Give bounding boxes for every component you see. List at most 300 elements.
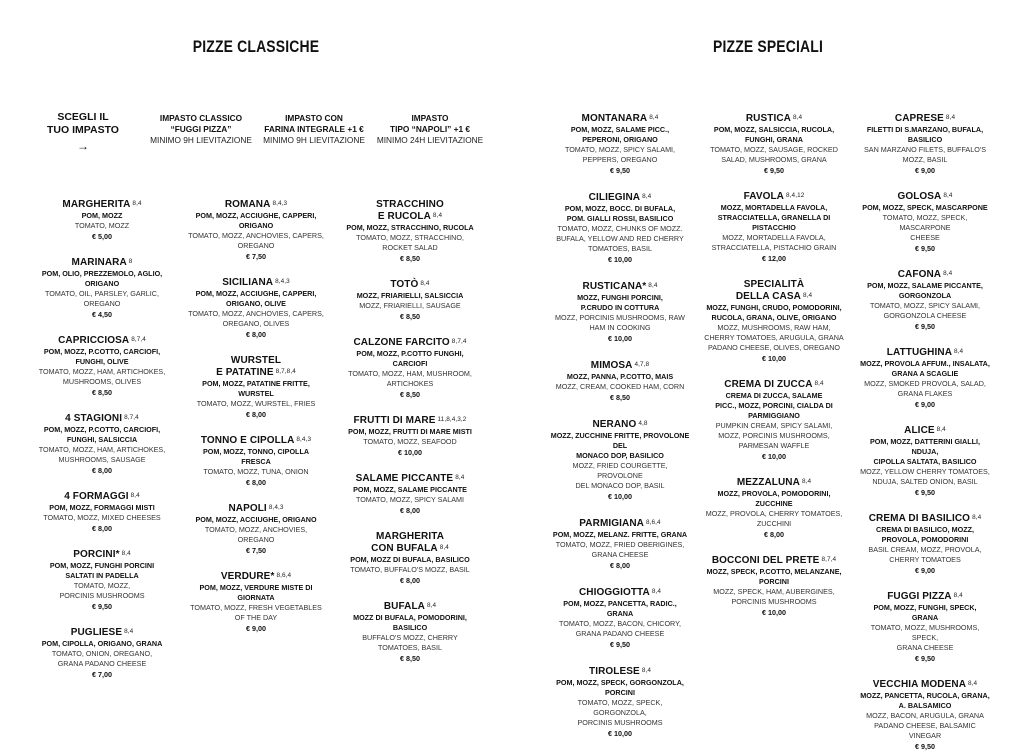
ingredients-en: GRANA CHEESE	[896, 643, 954, 652]
allergen-codes: 8,4	[641, 667, 651, 674]
ingredients-it: POM, MOZZ, FORMAGGI MISTI	[49, 503, 155, 512]
ingredients-en: OREGANO	[237, 241, 275, 250]
pizza-name-text: RUSTICANA*	[582, 281, 647, 292]
allergen-codes: 8,4,3	[272, 200, 288, 207]
menu-item	[550, 192, 690, 265]
dough-title: TIPO “NAPOLI” +1 €	[390, 124, 470, 134]
ingredients-it: MOZZ DI BUFALA, POMODORINI,	[353, 613, 467, 622]
ingredients-it: POM, MOZZ, P.COTTO, CARCIOFI,	[43, 347, 161, 356]
allergen-codes: 8,4	[954, 348, 964, 355]
ingredients-en: OREGANO	[83, 299, 121, 308]
pizza-name-text: PUGLIESE	[70, 627, 123, 638]
price: € 10,00	[762, 608, 786, 617]
allergen-codes: 8,6,4	[276, 572, 292, 579]
ingredients-it: WURSTEL	[238, 389, 274, 398]
pizza-name-text: GOLOSA	[897, 191, 942, 202]
ingredients-en: TOMATO, MOZZ,	[73, 581, 131, 590]
price: € 7,50	[246, 546, 266, 555]
allergen-codes: 8,4	[432, 212, 443, 219]
dough-integrale	[258, 113, 370, 146]
pizza-name-text: TOTÒ	[390, 279, 419, 290]
menu-item	[702, 379, 846, 462]
ingredients-it: MOZZ, ZUCCHINE FRITTE, PROVOLONE DEL	[550, 431, 690, 450]
pizza-name	[342, 211, 478, 223]
price: € 10,00	[608, 492, 632, 501]
allergen-codes: 8,4	[801, 478, 812, 485]
ingredients-it: BASILICO	[907, 135, 943, 144]
price: € 10,00	[398, 448, 422, 457]
menu-column-special-2	[702, 113, 846, 618]
ingredients-it: FUNGHI, OLIVE	[75, 357, 129, 366]
ingredients-it: CREMA DI ZUCCA, SALAME	[725, 391, 823, 400]
price: € 10,00	[762, 354, 786, 363]
price: € 9,50	[915, 244, 935, 253]
pizza-name-text: MARINARA	[71, 257, 127, 268]
ingredients-it: POM, MOZZ, P.COTTO FUNGHI,	[356, 349, 464, 358]
price: € 10,00	[608, 729, 632, 738]
menu-item	[34, 491, 170, 534]
pizza-name	[188, 503, 324, 515]
ingredients-it: FUNGHI, SALSICCIA	[66, 435, 138, 444]
ingredients-it: STRACCIATELLA, GRANELLA DI	[717, 213, 831, 222]
ingredients-en: ZUCCHINI	[756, 519, 792, 528]
price: € 9,00	[915, 566, 935, 575]
pizza-name	[702, 113, 846, 125]
allergen-codes: 8,7,8,4	[275, 368, 296, 375]
pizza-name-text: RUSTICA	[745, 113, 791, 124]
ingredients-en: GRANA CHEESE	[591, 550, 649, 559]
price: € 8,00	[246, 330, 266, 339]
pizza-name-text: CAFONA	[897, 269, 942, 280]
menu-item	[860, 113, 990, 176]
allergen-codes: 8,4	[420, 280, 430, 287]
pizza-name-text: TIROLESE	[589, 666, 640, 677]
price: € 8,00	[400, 576, 420, 585]
price: € 8,50	[400, 312, 420, 321]
ingredients-en: ARTICHOKES	[386, 379, 434, 388]
ingredients-it: FUNGHI, GRANA	[745, 135, 803, 144]
dough-classic	[146, 113, 256, 146]
pizza-name-text: CAPRESE	[894, 113, 944, 124]
menu-item	[342, 199, 478, 264]
pizza-name	[342, 279, 478, 291]
menu-item	[34, 413, 170, 476]
price: € 10,00	[608, 255, 632, 264]
price: € 8,00	[764, 530, 784, 539]
ingredients-it: POM, MOZZ, STRACCHINO, RUCOLA	[346, 223, 474, 232]
pizza-name	[860, 347, 990, 359]
ingredients-it: POM, MOZZ, ACCIUGHE, ORIGANO	[195, 515, 317, 524]
pizza-name-text: CAPRICCIOSA	[58, 335, 130, 346]
allergen-codes: 8,4	[648, 282, 658, 289]
ingredients-en: MOZZ, BACON, ARUGULA, GRANA	[866, 711, 984, 720]
pizza-name	[34, 257, 170, 269]
menu-column-classic-1	[34, 199, 170, 680]
ingredients-en: TOMATOES, BASIL	[588, 244, 652, 253]
ingredients-it: POM, MOZZ, SPECK, GORGONZOLA,	[556, 678, 684, 687]
ingredients-en: PADANO CHEESE, BALSAMIC VINEGAR	[874, 721, 976, 740]
ingredients-en: TOMATO, ONION, OREGANO,	[51, 649, 153, 658]
pizza-name-text: SALAME PICCANTE	[355, 473, 454, 484]
ingredients-en: TOMATO, MOZZ, MUSHROOMS, SPECK,	[870, 623, 980, 642]
price: € 8,50	[400, 654, 420, 663]
ingredients-it: PEPERONI, ORIGANO	[582, 135, 658, 144]
ingredients-en: TOMATO, MOZZ, SPICY SALAMI,	[869, 301, 981, 310]
menu-item	[860, 347, 990, 410]
pizza-name	[34, 491, 170, 503]
pizza-name	[702, 279, 846, 291]
ingredients-en: CHERRY TOMATOES	[889, 555, 961, 564]
dough-desc: MINIMO 9H LIEVITAZIONE	[263, 135, 365, 145]
price: € 12,00	[762, 254, 786, 263]
menu-item	[550, 587, 690, 650]
ingredients-en: PUMPKIN CREAM, SPICY SALAMI,	[715, 421, 833, 430]
ingredients-en: TOMATO, MOZZ, SAUSAGE, ROCKED	[710, 145, 838, 154]
allergen-codes: 8,4	[792, 114, 803, 121]
ingredients-en: STRACCIATELLA, PISTACHIO GRAIN	[711, 243, 837, 252]
pizza-name	[342, 531, 478, 543]
allergen-codes: 8,4	[936, 426, 946, 433]
menu-item	[860, 269, 990, 332]
ingredients-it: SALTATI IN PADELLA	[65, 571, 139, 580]
menu-item	[702, 113, 846, 176]
ingredients-en: OF THE DAY	[234, 613, 278, 622]
ingredients-it: GRANA A SCAGLIE	[891, 369, 959, 378]
ingredients-it: MOZZ, PANNA, P.COTTO, MAIS	[566, 372, 674, 381]
pizza-name	[188, 199, 324, 211]
pizza-name-text: DELLA CASA	[735, 291, 801, 302]
ingredients-it: POM, MOZZ, P.COTTO, CARCIOFI,	[43, 425, 161, 434]
allergen-codes: 8,4,12	[786, 192, 805, 199]
ingredients-it: POM, MOZZ, SALSICCIA, RUCOLA,	[713, 125, 835, 134]
price: € 9,00	[246, 624, 266, 633]
allergen-codes: 8,7,4	[821, 556, 837, 563]
price: € 8,00	[92, 466, 112, 475]
choose-line-2: TUO IMPASTO	[47, 124, 119, 136]
pizza-name-text: MIMOSA	[590, 360, 633, 371]
pizza-name-text: TONNO E CIPOLLA	[200, 435, 295, 446]
dough-title: IMPASTO CON	[285, 113, 343, 123]
pizza-name-text: SICILIANA	[222, 277, 274, 288]
pizza-name-text: FUGGI PIZZA	[887, 591, 952, 602]
menu-item	[34, 257, 170, 320]
ingredients-it: POM, MOZZ, SALAME PICCANTE,	[867, 281, 983, 290]
ingredients-it: POM, MOZZ, PATATINE FRITTE,	[202, 379, 310, 388]
ingredients-en: MOZZ, BASIL	[902, 155, 948, 164]
ingredients-en: TOMATO, MOZZ, HAM, MUSHROOM,	[348, 369, 472, 378]
ingredients-it: A. BALSAMICO	[898, 701, 952, 710]
pizza-name-text: CHIOGGIOTTA	[578, 587, 650, 598]
pizza-name	[342, 543, 478, 555]
ingredients-it: GORGONZOLA	[898, 291, 952, 300]
ingredients-en: TOMATO, MOZZ, HAM, ARTICHOKES,	[38, 367, 166, 376]
ingredients-it: MOZZ, PROVOLA AFFUM., INSALATA,	[860, 359, 990, 368]
menu-item	[860, 513, 990, 576]
price: € 9,50	[764, 166, 784, 175]
menu-column-special-3	[860, 113, 990, 752]
menu-item	[860, 591, 990, 664]
pizza-name-text: CALZONE FARCITO	[353, 337, 450, 348]
ingredients-en: TOMATO, MOZZ, WURSTEL, FRIES	[196, 399, 316, 408]
ingredients-it: POM, MOZZ, SALAME PICCANTE	[353, 485, 467, 494]
ingredients-en: MOZZ, PORCINIS MUSHROOMS,	[718, 431, 830, 440]
ingredients-it: ORIGANO	[84, 279, 120, 288]
pizza-name	[188, 367, 324, 379]
menu-item	[702, 279, 846, 364]
allergen-codes: 8,4	[121, 550, 131, 557]
ingredients-it: POM, MOZZ, SPECK, MASCARPONE	[862, 203, 988, 212]
pizza-name	[34, 335, 170, 347]
menu-item	[702, 477, 846, 540]
ingredients-it: PARMIGGIANO	[748, 411, 800, 420]
ingredients-en: PARMESAN WAFFLE	[738, 441, 810, 450]
ingredients-en: TOMATOES, BASIL	[378, 643, 442, 652]
ingredients-it: ZUCCHINE	[755, 499, 793, 508]
price: € 8,00	[610, 561, 630, 570]
choose-line-1: SCEGLI IL	[57, 111, 109, 123]
allergen-codes: 8,7,4	[124, 414, 139, 421]
menu-column-special-1	[550, 113, 690, 739]
ingredients-en: MOZZ, MUSHROOMS, RAW HAM,	[717, 323, 831, 332]
ingredients-en: BUFALA, YELLOW AND RED CHERRY	[556, 234, 684, 243]
ingredients-en: BASIL CREAM, MOZZ, PROVOLA,	[868, 545, 982, 554]
allergen-codes: 8,4	[972, 514, 982, 521]
ingredients-en: OREGANO	[237, 535, 275, 544]
ingredients-en: TOMATO, MOZZ	[74, 221, 130, 230]
menu-item	[702, 191, 846, 264]
allergen-codes: 8,4	[426, 602, 437, 609]
ingredients-it: PROVOLA, POMODORINI	[881, 535, 969, 544]
ingredients-en: PORCINIS MUSHROOMS	[59, 591, 145, 600]
dough-desc: MINIMO 9H LIEVITAZIONE	[150, 135, 252, 145]
ingredients-en: MOZZ, SMOKED PROVOLA, SALAD,	[864, 379, 986, 388]
pizza-name	[550, 666, 690, 678]
menu-item	[188, 355, 324, 420]
pizza-name-text: NAPOLI	[228, 503, 267, 514]
pizza-name	[860, 191, 990, 203]
pizza-name	[550, 518, 690, 530]
pizza-name	[860, 113, 990, 125]
ingredients-it: POM, OLIO, PREZZEMOLO, AGLIO,	[41, 269, 163, 278]
ingredients-en: PORCINIS MUSHROOMS	[577, 718, 663, 727]
pizza-name	[34, 627, 170, 639]
heading-pizze-classiche: PIZZE CLASSICHE	[192, 37, 320, 56]
pizza-name-text: MARGHERITA	[375, 531, 445, 542]
pizza-name-text: CREMA DI ZUCCA	[724, 379, 813, 390]
allergen-codes: 8,4	[943, 270, 953, 277]
pizza-name-text: FAVOLA	[743, 191, 785, 202]
ingredients-it: RUCOLA, GRANA, OLIVE, ORIGANO	[711, 313, 837, 322]
pizza-name	[342, 601, 478, 613]
pizza-name-text: MEZZALUNA	[736, 477, 800, 488]
pizza-name	[34, 549, 170, 561]
allergen-codes: 8,4	[124, 628, 134, 635]
pizza-name	[550, 360, 690, 372]
ingredients-it: FILETTI DI S.MARZANO, BUFALA,	[866, 125, 984, 134]
ingredients-it: MOZZ, MORTADELLA FAVOLA,	[720, 203, 828, 212]
ingredients-it: PORCINI	[605, 688, 635, 697]
ingredients-en: TOMATO, OIL, PARSLEY, GARLIC,	[45, 289, 159, 298]
pizza-name-text: FRUTTI DI MARE	[353, 415, 436, 426]
menu-item	[188, 277, 324, 340]
ingredients-it: CREMA DI BASILICO, MOZZ,	[876, 525, 974, 534]
ingredients-en: NDUJA, SALTED ONION, BASIL	[872, 477, 978, 486]
ingredients-en: MOZZ, MORTADELLA FAVOLA,	[722, 233, 826, 242]
pizza-name-text: WURSTEL	[230, 355, 282, 366]
ingredients-it: PISTACCHIO	[752, 223, 796, 232]
ingredients-it: MOZZ, PANCETTA, RUCOLA, GRANA,	[860, 691, 990, 700]
ingredients-it: POM, MOZZ, BOCC. DI BUFALA,	[564, 204, 676, 213]
ingredients-en: GRANA PADANO CHEESE	[57, 659, 147, 668]
pizza-name	[342, 337, 478, 349]
pizza-name-text: STRACCHINO	[376, 199, 444, 210]
ingredients-en: PADANO CHEESE, OLIVES, OREGANO	[707, 343, 841, 352]
allergen-codes: 8,4	[945, 114, 956, 121]
menu-item	[342, 601, 478, 664]
ingredients-en: TOMATO, MOZZ, FRESH VEGETABLES	[190, 603, 322, 612]
pizza-name-text: NERANO	[592, 419, 637, 430]
ingredients-en: TOMATO, MOZZ, BACON, CHICORY,	[559, 619, 681, 628]
ingredients-en: PORCINIS MUSHROOMS	[731, 597, 817, 606]
pizza-name	[550, 419, 690, 431]
pizza-name	[860, 425, 990, 437]
ingredients-it: POM. GIALLI ROSSI, BASILICO	[566, 214, 674, 223]
dough-title: IMPASTO CLASSICO	[159, 113, 243, 123]
pizza-name-text: ALICE	[904, 425, 935, 436]
pizza-name-text: 4 FORMAGGI	[64, 491, 129, 502]
ingredients-it: GIORNATA	[237, 593, 275, 602]
pizza-name-text: LATTUGHINA	[886, 347, 953, 358]
ingredients-it: MONACO DOP, BASILICO	[576, 451, 664, 460]
pizza-name	[550, 113, 690, 125]
price: € 4,50	[92, 310, 112, 319]
menu-column-classic-2	[188, 199, 324, 634]
ingredients-it: POM, CIPOLLA, ORIGANO, GRANA	[41, 639, 163, 648]
ingredients-en: TOMATO, MOZZ, ANCHOVIES, CAPERS,	[188, 309, 324, 318]
pizza-name	[550, 192, 690, 204]
pizza-name	[860, 513, 990, 525]
menu-item	[550, 281, 690, 344]
ingredients-it: FRESCA	[241, 457, 271, 466]
ingredients-it: MOZZ, SPECK, P.COTTO, MELANZANE,	[706, 567, 842, 576]
allergen-codes: 8,7,4	[131, 336, 146, 343]
ingredients-en: MOZZ, PORCINIS MUSHROOMS, RAW	[555, 313, 685, 322]
price: € 8,50	[92, 388, 112, 397]
pizza-name-text: MARGHERITA	[62, 199, 131, 210]
ingredients-en: MOZZ, PROVOLA, CHERRY TOMATOES,	[705, 509, 843, 518]
pizza-name	[34, 413, 170, 425]
pizza-name	[342, 199, 478, 211]
ingredients-it: POM, MOZZ, FRUTTI DI MARE MISTI	[348, 427, 472, 436]
price: € 8,00	[400, 506, 420, 515]
menu-item	[34, 627, 170, 680]
allergen-codes: 8,4	[439, 544, 449, 551]
menu-item	[550, 113, 690, 176]
allergen-codes: 8,4	[802, 292, 813, 299]
menu-item	[34, 549, 170, 612]
ingredients-en: TOMATO, MOZZ, FRIED OBERIGINES,	[555, 540, 685, 549]
pizza-name	[702, 191, 846, 203]
menu-item	[34, 335, 170, 398]
menu-item	[342, 531, 478, 586]
ingredients-it: MOZZ, PROVOLA, POMODORINI,	[717, 489, 831, 498]
ingredients-en: TOMATO, BUFFALO'S MOZZ, BASIL	[350, 565, 470, 574]
allergen-codes: 8,4	[649, 114, 659, 121]
pizza-name-text: CREMA DI BASILICO	[868, 513, 971, 524]
price: € 10,00	[608, 334, 632, 343]
menu-item	[342, 415, 478, 458]
pizza-name	[702, 555, 846, 567]
ingredients-en: BUFFALO'S MOZZ, CHERRY	[362, 633, 458, 642]
price: € 7,50	[246, 252, 266, 261]
ingredients-it: CARCIOFI	[392, 359, 428, 368]
pizza-name	[342, 473, 478, 485]
ingredients-it: POM, MOZZ	[81, 211, 123, 220]
price: € 7,00	[92, 670, 112, 679]
pizza-name-text: PORCINI*	[73, 549, 120, 560]
menu-item	[188, 571, 324, 634]
ingredients-en: SALAD, MUSHROOMS, GRANA	[721, 155, 827, 164]
pizza-name-text: E RUCOLA	[377, 211, 431, 222]
ingredients-it: P.CRUDO IN COTTURA	[580, 303, 660, 312]
ingredients-en: TOMATO, MOZZ, SPECK, GORGONZOLA,	[577, 698, 663, 717]
ingredients-en: MOZZ, YELLOW CHERRY TOMATOES,	[860, 467, 990, 476]
price: € 9,50	[915, 488, 935, 497]
price: € 9,50	[915, 322, 935, 331]
pizza-name	[188, 355, 324, 367]
pizza-name-text: ROMANA	[224, 199, 271, 210]
pizza-name	[860, 269, 990, 281]
allergen-codes: 8,4,3	[275, 278, 290, 285]
price: € 10,00	[762, 452, 786, 461]
ingredients-it: MOZZ, FRIARIELLI, SALSICCIA	[356, 291, 464, 300]
allergen-codes: 8,4	[455, 474, 465, 481]
price: € 9,50	[915, 742, 935, 751]
price: € 9,50	[915, 654, 935, 663]
pizza-name	[702, 291, 846, 303]
pizza-name	[550, 587, 690, 599]
price: € 9,00	[915, 400, 935, 409]
ingredients-en: TOMATO, MOZZ, SPICY SALAMI	[355, 495, 465, 504]
ingredients-en: TOMATO, MOZZ, MIXED CHEESES	[43, 513, 161, 522]
dough-desc: MINIMO 24H LIEVITAZIONE	[376, 135, 484, 145]
ingredients-en: TOMATO, MOZZ, SEAFOOD	[363, 437, 457, 446]
ingredients-it: POM, MOZZ, TONNO, CIPOLLA	[202, 447, 310, 456]
pizza-name	[188, 435, 324, 447]
allergen-codes: 4,7,8	[634, 361, 650, 368]
allergen-codes: 4,8	[638, 420, 648, 427]
ingredients-en: TOMATO, MOZZ, ANCHOVIES,	[204, 525, 308, 534]
allergen-codes: 8,4	[132, 200, 142, 207]
menu-item	[860, 425, 990, 498]
ingredients-en: GORGONZOLA CHEESE	[883, 311, 967, 320]
pizza-name	[860, 679, 990, 691]
menu-item	[550, 419, 690, 502]
arrow-right-icon: →	[77, 139, 89, 153]
price: € 9,50	[610, 166, 630, 175]
ingredients-en: OREGANO, OLIVES	[222, 319, 290, 328]
pizza-name-text: E PATATINE	[216, 367, 274, 378]
ingredients-en: TOMATO, MOZZ, HAM, ARTICHOKES,	[38, 445, 166, 454]
ingredients-it: CIPOLLA SALTATA, BASILICO	[873, 457, 977, 466]
pizza-name-text: BUFALA	[383, 601, 425, 612]
price: € 8,50	[400, 254, 420, 263]
ingredients-it: PORCINI	[759, 577, 789, 586]
ingredients-en: TOMATO, MOZZ, TUNA, ONION	[203, 467, 309, 476]
pizza-name	[188, 277, 324, 289]
price: € 8,00	[246, 478, 266, 487]
pizza-name-text: VECCHIA MODENA	[872, 679, 967, 690]
